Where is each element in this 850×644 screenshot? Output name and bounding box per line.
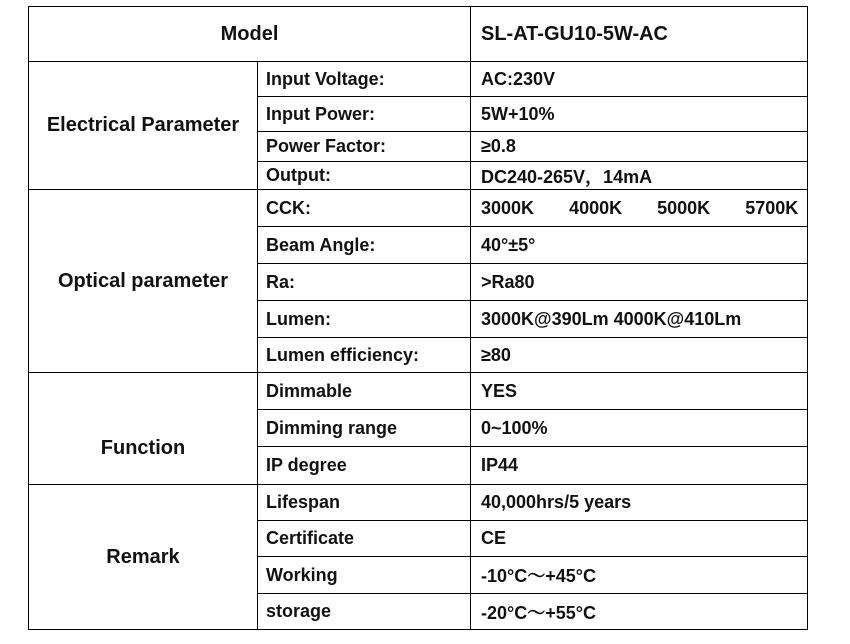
param-label: Dimming range: [258, 410, 471, 447]
param-label: Input Voltage:: [258, 62, 471, 97]
cck-values: [471, 190, 808, 227]
param-label: Dimmable: [258, 373, 471, 410]
table-row: [29, 190, 808, 227]
model-value: SL-AT-GU10-5W-AC: [471, 7, 808, 62]
param-value: 5W+10%: [471, 97, 808, 132]
param-value: 3000K@390Lm 4000K@410Lm: [471, 301, 808, 338]
section-title-function: [29, 373, 258, 485]
table-row: [29, 485, 808, 521]
param-label: CCK:: [258, 190, 471, 227]
cck-value: 3000K: [481, 197, 535, 218]
param-value: -20°C～+55°C: [471, 594, 808, 630]
section-title-optical: Optical parameter: [29, 190, 258, 373]
param-label: Lumen:: [258, 301, 471, 338]
cck-value: 5700K: [745, 197, 799, 218]
param-label: Working: [258, 557, 471, 594]
table-row: [29, 62, 808, 97]
param-label: Power Factor:: [258, 132, 471, 162]
param-label: Lumen efficiency:: [258, 338, 471, 373]
param-value: 40°±5°: [471, 227, 808, 264]
param-label: storage: [258, 594, 471, 630]
spec-table: [28, 6, 808, 630]
cck-value: 4000K: [569, 197, 623, 218]
param-value: IP44: [471, 447, 808, 485]
param-value: ≥80: [471, 338, 808, 373]
param-label: Ra:: [258, 264, 471, 301]
param-label: Certificate: [258, 521, 471, 557]
table-row: [29, 373, 808, 410]
cck-value: 5000K: [657, 197, 711, 218]
param-value: DC240-265V，14mA: [471, 162, 808, 190]
param-value: -10°C～+45°C: [471, 557, 808, 594]
param-value: 40,000hrs/5 years: [471, 485, 808, 521]
param-value: 0~100%: [471, 410, 808, 447]
section-title-remark: Remark: [29, 485, 258, 630]
param-label: Input Power:: [258, 97, 471, 132]
param-value: ≥0.8: [471, 132, 808, 162]
header-row: [29, 7, 808, 62]
section-title-function-text: Function: [100, 437, 186, 459]
param-label: Lifespan: [258, 485, 471, 521]
model-label: Model: [29, 7, 471, 62]
param-label: Beam Angle:: [258, 227, 471, 264]
param-label: IP degree: [258, 447, 471, 485]
section-title-electrical: Electrical Parameter: [29, 62, 258, 190]
param-value: YES: [471, 373, 808, 410]
param-value: AC:230V: [471, 62, 808, 97]
param-label: Output:: [258, 162, 471, 190]
param-value: CE: [471, 521, 808, 557]
param-value: >Ra80: [471, 264, 808, 301]
